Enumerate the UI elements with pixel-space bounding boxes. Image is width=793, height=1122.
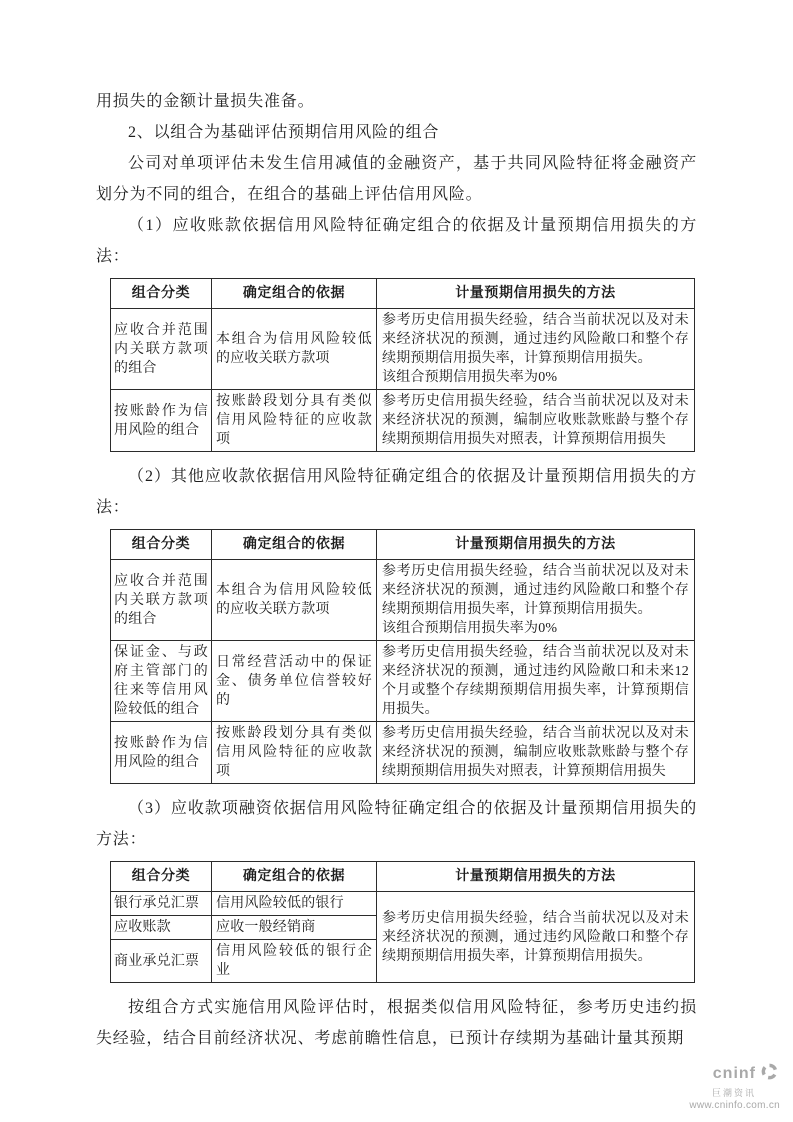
table-row: [111, 309, 695, 390]
paragraph-portfolio-basis: 公司对单项评估未发生信用减值的金融资产，基于共同风险特征将金融资产划分为不同的组合，在组合的基础上评估信用风险。: [96, 155, 697, 203]
paragraph-closing: 按组合方式实施信用风险评估时，根据类似信用风险特征，参考历史违约损失经验，结合目前经济状况、考虑前瞻性信息，已预计存续期为基础计量其预期: [96, 999, 697, 1047]
cell-category: 应收合并范围内关联方款项的组合: [111, 309, 212, 390]
col-header-method: 计量预期信用损失的方法: [377, 530, 695, 560]
method-text: 参考历史信用损失经验，结合当前状况以及对未来经济状况的预测，通过违约风险敞口和整个存续期预期信用损失率，计算预期信用损失。: [382, 564, 689, 617]
col-header-method: 计量预期信用损失的方法: [377, 862, 695, 892]
paragraph-item-1: （1）应收账款依据信用风险特征确定组合的依据及计量预期信用损失的方法：: [96, 217, 697, 265]
cell-basis: 应收一般经销商: [212, 916, 377, 940]
table-row: [111, 892, 695, 916]
cell-category: 应收账款: [111, 916, 212, 940]
col-header-category: 组合分类: [111, 862, 212, 892]
cell-basis: 信用风险较低的银行: [212, 892, 377, 916]
table-row: [111, 722, 695, 784]
paragraph-item-2: （2）其他应收款依据信用风险特征确定组合的依据及计量预期信用损失的方法：: [96, 468, 697, 516]
cell-basis: 按账龄段划分具有类似信用风险特征的应收款项: [212, 722, 377, 784]
col-header-basis: 确定组合的依据: [212, 862, 377, 892]
receivables-financing-portfolio-table: [110, 861, 695, 983]
accounts-receivable-portfolio-table: [110, 278, 695, 452]
cell-basis: 按账龄段划分具有类似信用风险特征的应收款项: [212, 390, 377, 452]
table-row: [111, 390, 695, 452]
cninfo-brand-chinese: 巨潮资讯: [711, 1088, 756, 1098]
cninfo-logo: [689, 1061, 780, 1111]
swirl-icon: [759, 1061, 780, 1087]
cell-category: 应收合并范围内关联方款项的组合: [111, 560, 212, 641]
cell-basis: 本组合为信用风险较低的应收关联方款项: [212, 560, 377, 641]
cninfo-brand-text: cninf: [712, 1065, 756, 1082]
cell-category: 按账龄作为信用风险的组合: [111, 722, 212, 784]
cell-basis: 日常经营活动中的保证金、债务单位信誉较好的: [212, 641, 377, 722]
table-header-row: [111, 279, 695, 309]
cell-method: [377, 309, 695, 390]
cninfo-logo-row: [689, 1061, 780, 1087]
cell-category: 商业承兑汇票: [111, 940, 212, 983]
method-text: 参考历史信用损失经验，结合当前状况以及对未来经济状况的预测，通过违约风险敞口和整个存续期预期信用损失率，计算预期信用损失。: [382, 313, 689, 366]
cninfo-website-text: www.cninfo.com.cn: [689, 1100, 780, 1111]
table-row: [111, 641, 695, 722]
col-header-basis: 确定组合的依据: [212, 530, 377, 560]
cell-method: [377, 560, 695, 641]
col-header-category: 组合分类: [111, 530, 212, 560]
method-note: 该组合预期信用损失率为0%: [382, 370, 558, 385]
table-header-row: [111, 862, 695, 892]
paragraph-item-3: （3）应收款项融资依据信用风险特征确定组合的依据及计量预期信用损失的方法：: [96, 800, 697, 848]
cell-method: 参考历史信用损失经验，结合当前状况以及对未来经济状况的预测，编制应收账款账龄与整个存续期预期信用损失对照表，计算预期信用损失: [377, 390, 695, 452]
cell-method-merged: 参考历史信用损失经验，结合当前状况以及对未来经济状况的预测，通过违约风险敞口和整个存续期预期信用损失率，计算预期信用损失。: [377, 892, 695, 983]
col-header-method: 计量预期信用损失的方法: [377, 279, 695, 309]
table-row: [111, 560, 695, 641]
cell-basis: 本组合为信用风险较低的应收关联方款项: [212, 309, 377, 390]
table-header-row: [111, 530, 695, 560]
cell-category: 银行承兑汇票: [111, 892, 212, 916]
method-note: 该组合预期信用损失率为0%: [382, 621, 558, 636]
other-receivables-portfolio-table: [110, 529, 695, 784]
heading-section-2: 2、以组合为基础评估预期信用风险的组合: [128, 124, 440, 141]
cell-method: 参考历史信用损失经验，结合当前状况以及对未来经济状况的预测，编制应收账款账龄与整个存续期预期信用损失对照表，计算预期信用损失: [377, 722, 695, 784]
paragraph-continuation: 用损失的金额计量损失准备。: [96, 93, 315, 110]
cell-basis: 信用风险较低的银行企业: [212, 940, 377, 983]
cell-method: 参考历史信用损失经验，结合当前状况以及对未来经济状况的预测，通过违约风险敞口和未来12个月或整个存续期预期信用损失率，计算预期信用损失。: [377, 641, 695, 722]
cell-category: 保证金、与政府主管部门的往来等信用风险较低的组合: [111, 641, 212, 722]
col-header-basis: 确定组合的依据: [212, 279, 377, 309]
cell-category: 按账龄作为信用风险的组合: [111, 390, 212, 452]
col-header-category: 组合分类: [111, 279, 212, 309]
